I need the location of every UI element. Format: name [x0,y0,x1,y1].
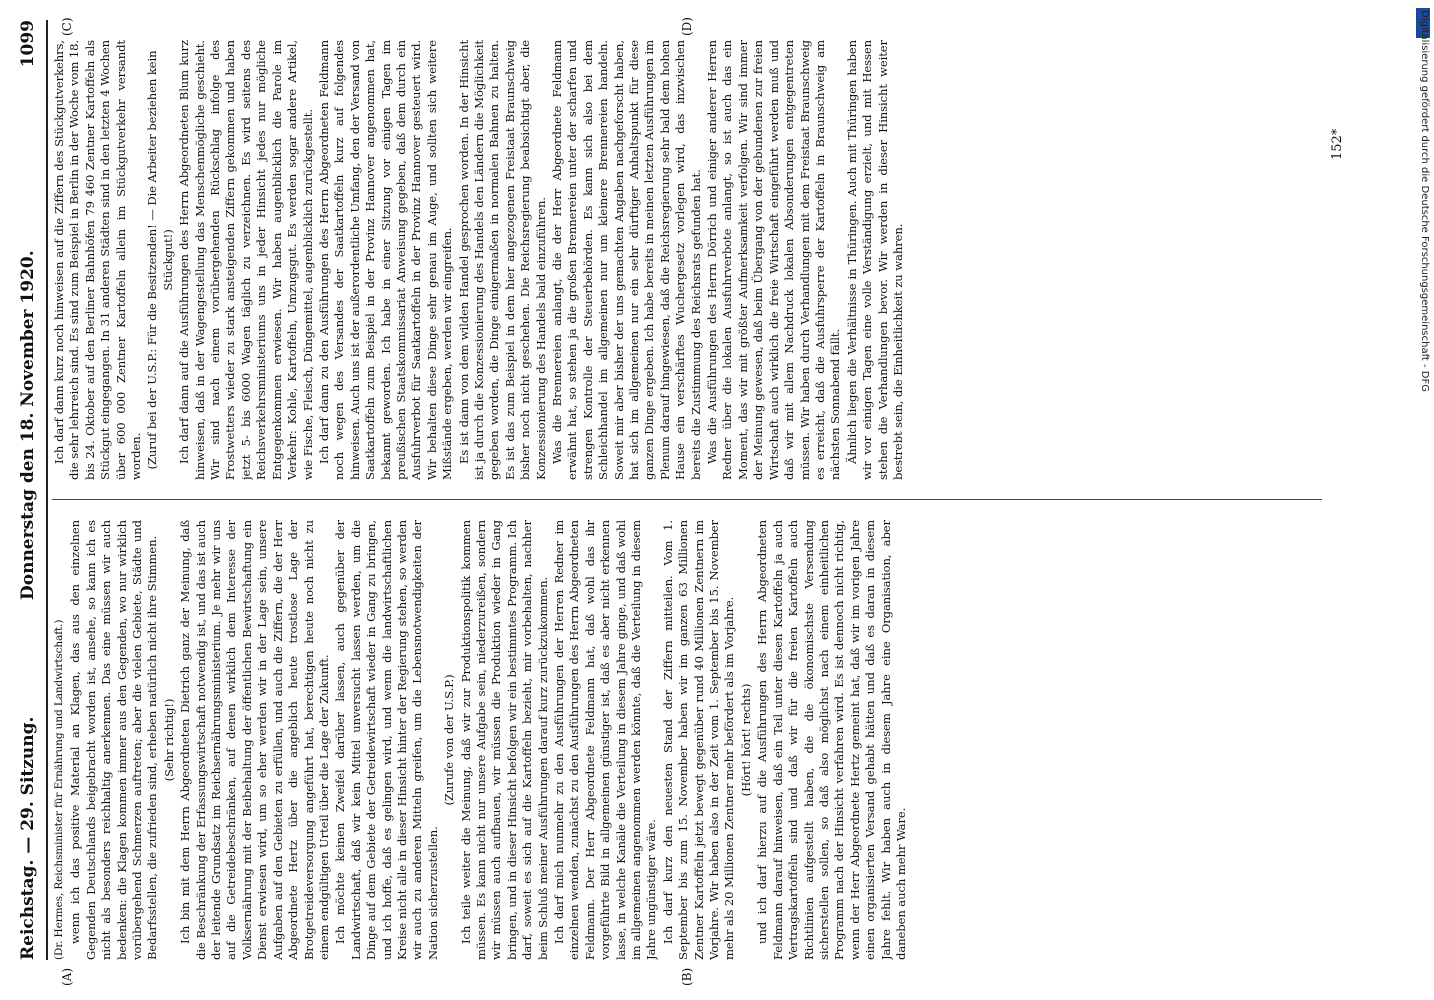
paragraph: Ich bin mit dem Herrn Abgeordneten Dietrich ganz der Meinung, daß die Beschränkung der Erfassungswirtschaft notwendig ist, und das ist auch der leitende Grundsatz im Reichsernährungsministerium. Je mehr wir uns auf die Getreidebeschränken, auf denen wirklich dem Interesse der Volksernährung mit der Beibehaltung der öffentlichen Bewirtschaftung ein Dienst erwiesen wird, um so eher werden wir in der Lage sein, unsere Aufgaben auf den Gebieten zu erfüllen, und auch die Ziffern, die der Herr Abgeordnete Hertz über die angeblich heute trostlose Lage der Brotgetreideversorgung angeführt hat, berechtigen heute noch nicht zu einem endgültigen Urteil über die Lage der Zukunft. [178,520,331,960]
margin-marker-d: (D) [680,17,694,36]
credit-text: Digitalisierung gefördert durch die Deutsche Forschungsgemeinschaft - DFG [1419,10,1430,393]
paragraph: Ich darf dann auf die Ausführungen des Herrn Abgeordneten Blum kurz hinweisen, daß in der Wagengestellung das Menschenmögliche geschieht. Wir sind nach einem vorübergehenden Rückschlag infolge des Frostwetters wieder zu stark ansteigenden Ziffern gekommen und haben jetzt 5- bis 6000 Wagen täglich zu verzeichnen. Es wird seitens des Reichsverkehrsministeriums uns in jeder Hinsicht jedes nur mögliche Entgegenkommen erwiesen. Wir haben augenblicklich die Parole im Verkehr: Kohle, Kartoffeln, Umzugsgut. Es werden sogar andere Artikel, wie Fische, Fleisch, Düngemittel, augenblicklich zurückgestellt. [177,40,315,480]
margin-marker-a: (A) [60,967,74,986]
column-left [52,520,1322,960]
paragraph: Ähnlich liegen die Verhältnisse in Thüringen. Auch mit Thüringen haben wir vor einigen Tagen eine volle Verständigung erzielt, und mit Hessen stehen die Verhandlungen bevor. Wir werden in dieser Hinsicht weiter bestrebt sein, die Einheitlichkeit zu wahren. [844,40,905,480]
digitization-credit [1414,10,1434,990]
margin-marker-c: (C) [60,17,74,36]
paragraph: Es ist dann von dem wilden Handel gesprochen worden. In der Hinsicht ist ja durch die Konzessionierung des Handels den Ländern die Möglichkeit gegeben worden, die Dinge einigermaßen in normalen Bahnen zu halten. Es ist das zum Beispiel in dem hier angezogenen Freistaat Braunschweig bisher noch nicht geschehen. Die Reichsregierung beabsichtigt aber, die Konzessionierung des Handels bald einzuführen. [456,40,548,480]
paragraph: Ich teile weiter die Meinung, daß wir zur Produktionspolitik kommen müssen. Es kann nicht nur unsere Aufgabe sein, niederzureißen, sondern wir müssen auch aufbauen, wir müssen die Produktion wieder in Gang bringen, und in dieser Hinsicht befolgen wir ein bestimmtes Programm. Ich darf, soweit es sich auf die Kartoffeln bezieht, mir vorbehalten, nachher beim Schluß meiner Ausführungen darauf kurz zurückzukommen. [458,520,550,960]
paragraph: (Hört! hört! rechts) [738,683,753,797]
paragraph: (Dr. Hermes, Reichsminister für Ernährung und Landwirtschaft.) [53,619,65,960]
column-right [52,40,1322,480]
paragraph: Ich darf mich nunmehr zu den Ausführungen der Herren Redner im einzelnen wenden, zunächst zu den Ausführungen des Herrn Abgeordneten Feldmann. Der Herr Abgeordnete Feldmann hat, daß wohl das ihr vorgeführte Bild in allgemeinen günstiger ist, daß es aber nicht erkennen lasse, in welche Kanäle die Verteilung in diesem Jahre ginge, und daß wohl im allgemeinen angenommen werden könnte, daß die Verteilung in diesem Jahre ungünstiger wäre. [552,520,659,960]
paragraph: Ich möchte keinen Zweifel darüber lassen, auch gegenüber der Landwirtschaft, daß wir kein Mittel unversucht lassen werden, um die Dinge auf dem Gebiete der Getreidewirtschaft wieder in Gang zu bringen, und ich hoffe, daß es gelingen wird, und wenn die landwirtschaftlichen Kreise nicht alle in dieser Hinsicht hinter der Regierung stehen, so werden wir auch zu anderen Mitteln greifen, um die Lebensnotwendigkeiten der Nation sicherzustellen. [333,520,440,960]
margin-marker-b: (B) [680,967,694,986]
page-number: 1099 [18,20,38,68]
paragraph: und ich darf hierzu auf die Ausführungen des Herrn Abgeordneten Feldmann darauf hinweisen, daß ein Teil unter diesen Kartoffeln ja auch Vertragskartoffeln sind und daß wir für die freien Kartoffeln auch Richtlinien aufgestellt haben, die die ökonomischste Versendung sicherstellen sollen, so daß also möglichst nach einem einheitlichen Programm nach der Hinsicht verfahren wird. Es ist dennoch nicht richtig, wenn der Herr Abgeordnete Hertz gemeint hat, daß wir im vorigen Jahre einen organisierten Versand gehabt hätten und daß es daran in diesem Jahre fehlt. Wir haben auch in diesem Jahre eine Organisation, aber daneben auch mehr Ware. [755,520,908,960]
paragraph: (Sehr richtig!) [161,698,176,782]
paragraph: Ich darf kurz den neuesten Stand der Ziffern mitteilen. Vom 1. September bis zum 15. November haben wir im ganzen 63 Millionen Zentner Kartoffeln jetzt bewegt gegenüber rund 40 Millionen Zentnern im Vorjahre. Wir haben also in der Zeit vom 1. September bis 15. November mehr als 20 Millionen Zentner mehr befördert als im Vorjahre. [660,520,737,960]
header-date: Donnerstag den 18. November 1920. [18,250,38,600]
header-left: Reichstag. — 29. Sitzung. [18,716,38,960]
paragraph: (Zuruf bei der U.S.P.: Für die Besitzenden! — Die Arbeiter beziehen kein Stückgut!) [145,50,175,470]
paragraph: Was die Ausführungen des Herrn Dörrich und einiger anderer Herren Redner über die lokalen Ausfuhrverbote anlangt, so ist auch das ein Moment, das wir mit größter Aufmerksamkeit verfolgen. Wir sind immer der Meinung gewesen, daß beim Übergang von der gebundenen zur freien Wirtschaft auch wirklich die freie Wirtschaft eingeführt werden muß und daß wir mit allem Nachdruck lokalen Absonderungen entgegentreten müssen. Wir haben durch Verhandlungen mit dem Freistaat Braunschweig es erreicht, daß die Ausfuhrsperre der Kartoffeln in Braunschweig am nächsten Sonnabend fällt. [705,40,843,480]
paragraph: wenn ich das positive Material an Klagen, das aus den einzelnen Gegenden Deutschlands beigebracht worden ist, ansehe, so kann ich es nicht als besonders reichhaltig anerkennen. Das eine müssen wir auch bedenken: die Klagen kommen immer aus den Gegenden, wo nur wirklich vorübergehend Schmerzen auftreten; aber die vielen Gebiete, Städte und Bedarfsstellen, die zufrieden sind, erheben natürlich nicht ihre Stimmen. [68,520,160,960]
paragraph: (Zurufe von der U.S.P.) [442,674,457,806]
paragraph: Ich darf dann kurz noch hinweisen auf die Ziffern des Stückgutverkehrs, die sehr lehrreich sind. Es sind zum Beispiel in Berlin in der Woche vom 18. bis 24. Oktober auf den Berliner Bahnhöfen 79 460 Zentner Kartoffeln als Stückgut eingegangen. In 31 anderen Städten sind in den letzten 4 Wochen über 600 000 Zentner Kartoffeln allein im Stückgutverkehr versandt worden. [52,40,144,480]
paragraph: Was die Brennereien anlangt, die der Herr Abgeordnete Feldmann erwähnt hat, so stehen ja die großen Brennereien unter der scharfen und strengen Kontrolle der Steuerbehörden. Es kann sich also bei dem Schleichhandel im allgemeinen nur um kleinere Brennereien handeln. Soweit mir aber bisher der uns gemachten Angaben nachgeforscht haben, hat sich im allgemeinen nur ein sehr dürftiger Anhaltspunkt für diese ganzen Dinge ergeben. Ich habe bereits in meinen letzten Ausführungen im Plenum darauf hingewiesen, daß die Reichsregierung sehr bald dem hohen Hause ein verschärftes Wuchergesetz vorlegen wird, das inzwischen bereits die Zustimmung des Reichsrats gefunden hat. [550,40,703,480]
column-divider [52,499,1322,500]
header-rule [46,20,48,960]
page-mark: 152* [1330,128,1345,160]
paragraph: Ich darf dann zu den Ausführungen des Herrn Abgeordneten Feldmann noch wegen des Versandes der Saatkartoffeln kurz auf folgendes hinweisen. Auch uns ist der außerordentliche Umfang, den der Versand von Saatkartoffeln zum Beispiel in der Provinz Hannover angenommen hat, bekannt geworden. Ich habe in einer Sitzung vor einigen Tagen im preußischen Staatskommissariat Anweisung gegeben, daß dem durch ein Ausfuhrverbot für Saatkartoffeln in der Provinz Hannover gesteuert wird. Wir behalten diese Dinge sehr genau im Auge, und sollten sich weitere Mißstände ergeben, werden wir eingreifen. [316,40,455,480]
running-header [14,20,44,960]
